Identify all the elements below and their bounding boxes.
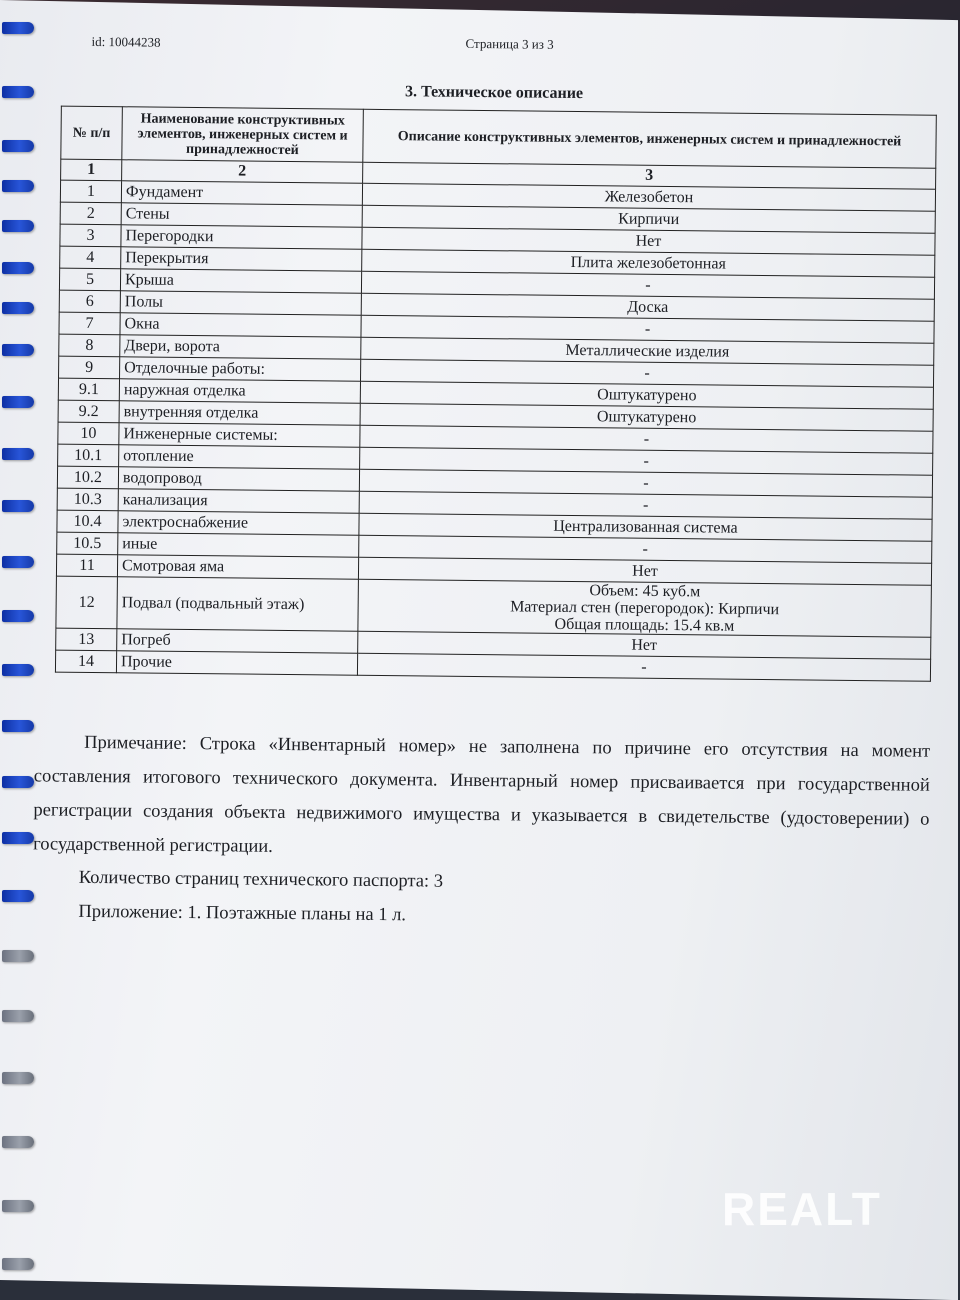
column-index: 1 [61, 159, 122, 181]
row-number: 10.4 [57, 510, 118, 533]
row-description: - [361, 359, 934, 387]
basement-area: Общая площадь: 15.4 кв.м [554, 615, 735, 635]
row-description [358, 579, 932, 637]
row-name: Полы [120, 291, 361, 316]
row-number: 5 [59, 268, 120, 291]
basement-volume: Объем: 45 куб.м [589, 582, 701, 601]
row-description: Плита железобетонная [362, 249, 935, 277]
technical-description-table [55, 106, 937, 682]
row-name: Двери, ворота [120, 335, 361, 360]
row-number: 10.1 [58, 444, 119, 467]
row-name: канализация [118, 489, 359, 514]
row-description: - [359, 535, 932, 563]
row-number: 6 [59, 290, 120, 313]
row-description: Металлические изделия [361, 337, 934, 365]
row-description: Нет [358, 557, 931, 585]
row-number: 10 [58, 422, 119, 445]
row-number: 11 [56, 554, 117, 577]
row-number: 12 [56, 576, 118, 629]
row-name: Отделочные работы: [120, 357, 361, 382]
row-number: 1 [60, 180, 121, 203]
row-name: Окна [120, 313, 361, 338]
row-description: Нет [358, 631, 931, 659]
note-paragraph: Примечание: Строка «Инвентарный номер» не заполнена по причине его отсутствия на момент составления итогового технического документа. Инвентарный номер присваивается при государственной регистрации создания объекта недвижимого имущества и указывается в свидетельстве (удостоверении) о государственной регистрации. [33, 732, 931, 857]
row-name: Прочие [116, 651, 357, 676]
row-description: - [361, 271, 934, 299]
row-description: Нет [362, 227, 935, 255]
row-description: - [359, 491, 932, 519]
row-number: 4 [60, 246, 121, 269]
row-description: Централизованная система [359, 513, 932, 541]
row-description: Кирпичи [362, 205, 935, 233]
row-name: водопровод [118, 467, 359, 492]
row-name: электроснабжение [118, 511, 359, 536]
row-number: 2 [60, 202, 121, 225]
row-name: Подвал (подвальный этаж) [117, 577, 359, 632]
basement-wall-material: Материал стен (перегородок): Кирпичи [510, 598, 780, 619]
row-description: - [359, 469, 932, 497]
header-element-name: Наименование конструктивных элементов, инженерных систем и принадлежностей [122, 107, 364, 163]
row-number: 13 [56, 628, 117, 651]
row-description: - [360, 425, 933, 453]
appendix-line: Приложение: 1. Поэтажные планы на 1 л. [78, 901, 407, 926]
row-description: - [357, 653, 930, 681]
row-number: 3 [60, 224, 121, 247]
table-header-row [61, 106, 937, 168]
row-number: 14 [55, 650, 116, 673]
row-number: 9.2 [58, 400, 119, 423]
row-name: Фундамент [121, 181, 362, 206]
row-name: Крыша [120, 269, 361, 294]
row-name: наружная отделка [119, 379, 360, 404]
row-name: Смотровая яма [117, 555, 358, 580]
table-row-basement [56, 576, 931, 637]
row-description: Доска [361, 293, 934, 321]
column-index: 2 [122, 160, 363, 184]
header-number: № п/п [61, 106, 123, 160]
row-number: 10.2 [57, 466, 118, 489]
row-number: 7 [59, 312, 120, 335]
row-name: Перегородки [121, 225, 362, 250]
document-id: id: 10044238 [91, 33, 161, 50]
section-title: 3. Техническое описание [404, 83, 584, 103]
row-number: 8 [59, 334, 120, 357]
page-indicator: Страница 3 из 3 [465, 35, 554, 52]
column-index: 3 [363, 162, 936, 189]
row-number: 9.1 [58, 378, 119, 401]
row-description: - [360, 447, 933, 475]
row-name: Стены [121, 203, 362, 228]
row-name: отопление [119, 445, 360, 470]
pages-count: Количество страниц технического паспорта: 3 [78, 867, 444, 892]
row-number: 9 [59, 356, 120, 379]
row-name: иные [118, 533, 359, 558]
header-element-description: Описание конструктивных элементов, инженерных систем и принадлежностей [363, 109, 937, 168]
row-name: Погреб [117, 629, 358, 654]
row-description: - [361, 315, 934, 343]
realt-watermark-logo: REALT [722, 1183, 882, 1235]
row-description: Оштукатурено [360, 403, 933, 431]
row-description: Оштукатурено [360, 381, 933, 409]
row-name: внутренняя отделка [119, 401, 360, 426]
row-description: Железобетон [362, 183, 935, 211]
row-name: Перекрытия [121, 247, 362, 272]
row-name: Инженерные системы: [119, 423, 360, 448]
row-number: 10.5 [57, 532, 118, 555]
row-number: 10.3 [57, 488, 118, 511]
